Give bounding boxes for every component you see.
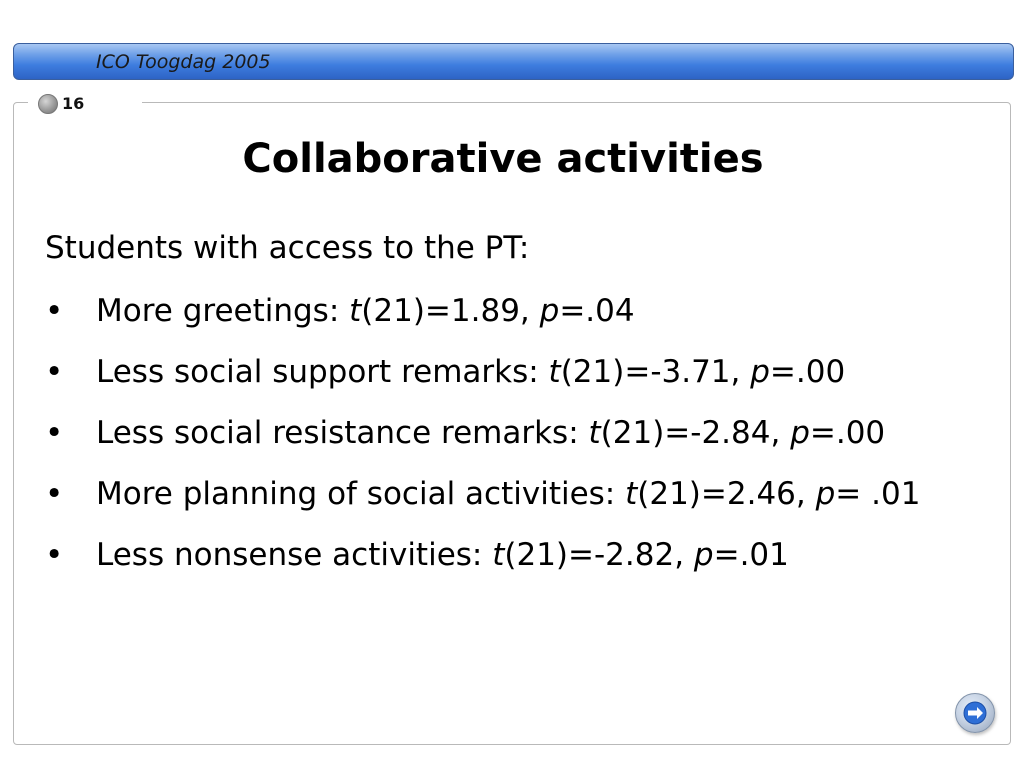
bullet-dot: • bbox=[45, 354, 64, 390]
header-title: ICO Toogdag 2005 bbox=[96, 51, 271, 73]
bullet-list bbox=[45, 291, 975, 596]
bullet-dot: • bbox=[45, 476, 64, 512]
header-bar bbox=[13, 43, 1014, 80]
t-statistic: (21)=2.46, bbox=[637, 476, 816, 512]
t-statistic: (21)=-2.84, bbox=[600, 415, 791, 451]
t-symbol: t bbox=[588, 415, 601, 451]
t-symbol: t bbox=[492, 537, 505, 573]
arrow-right-icon bbox=[960, 698, 990, 728]
bullet-label: Less social resistance remarks: bbox=[96, 415, 589, 451]
bullet-label: More greetings: bbox=[96, 293, 350, 329]
p-symbol: p bbox=[815, 476, 836, 512]
bullet-label: More planning of social activities: bbox=[96, 476, 626, 512]
p-symbol: p bbox=[693, 537, 714, 573]
p-value: =.00 bbox=[809, 415, 886, 451]
t-statistic: (21)=-3.71, bbox=[560, 354, 751, 390]
bullet-dot: • bbox=[45, 293, 64, 329]
p-symbol: p bbox=[790, 415, 810, 451]
slide-title: Collaborative activities bbox=[242, 136, 764, 182]
bullet-item bbox=[45, 291, 975, 331]
slide-number-bullet-icon bbox=[38, 94, 58, 114]
p-value: =.04 bbox=[559, 293, 635, 329]
next-slide-button[interactable] bbox=[955, 693, 995, 733]
p-symbol: p bbox=[750, 354, 770, 390]
p-symbol: p bbox=[539, 293, 560, 329]
t-symbol: t bbox=[625, 476, 638, 512]
slide-number: 16 bbox=[62, 94, 85, 113]
bullet-dot: • bbox=[45, 415, 64, 451]
bullet-item bbox=[45, 535, 975, 575]
t-symbol: t bbox=[548, 354, 561, 390]
p-value: =.00 bbox=[769, 354, 846, 390]
bullet-label: Less social support remarks: bbox=[96, 354, 549, 390]
t-statistic: (21)=1.89, bbox=[361, 293, 540, 329]
p-value: =.01 bbox=[713, 537, 789, 573]
bullet-item bbox=[45, 474, 975, 514]
bullet-label: Less nonsense activities: bbox=[96, 537, 493, 573]
bullet-item bbox=[45, 352, 975, 392]
p-value: = .01 bbox=[835, 476, 921, 512]
t-symbol: t bbox=[349, 293, 362, 329]
intro-text: Students with access to the PT: bbox=[45, 230, 530, 266]
bullet-item bbox=[45, 413, 975, 453]
t-statistic: (21)=-2.82, bbox=[504, 537, 694, 573]
bullet-dot: • bbox=[45, 537, 64, 573]
